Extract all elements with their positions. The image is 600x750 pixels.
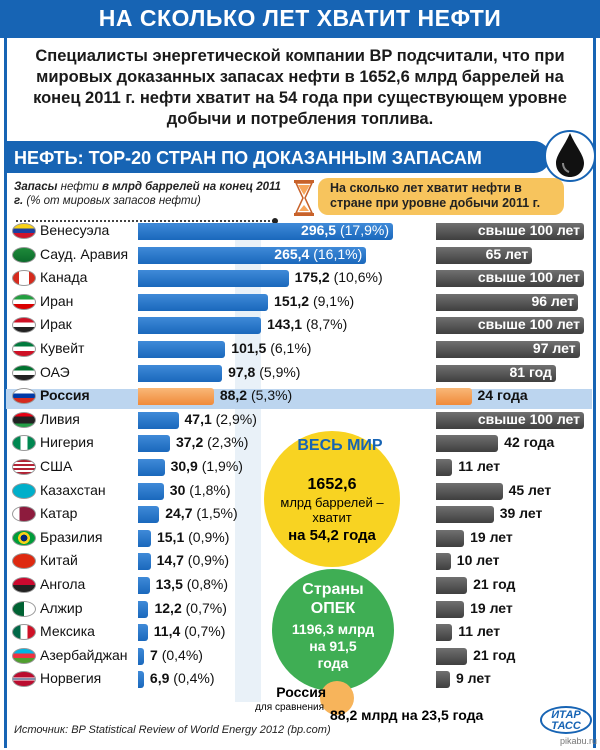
country-flag-icon: [12, 341, 36, 357]
country-name: Катар: [40, 505, 78, 522]
country-name: ОАЭ: [40, 363, 70, 380]
years-bar: [436, 530, 464, 547]
reserves-share: (1,5%): [192, 505, 238, 522]
itar-tass-logo: [540, 706, 592, 734]
years-label: свыше 100 лет: [477, 316, 580, 333]
opec-line5: года: [317, 655, 349, 671]
years-label: 65 лет: [485, 245, 529, 262]
reserves-share: (17,9%): [336, 222, 389, 238]
world-unit-line2: хватит: [312, 510, 352, 525]
reserves-value: 143,1: [267, 316, 303, 333]
reserves-value: 151,2: [274, 292, 310, 309]
years-label: 45 лет: [508, 481, 552, 498]
watermark: pikabu.ru: [560, 736, 598, 746]
years-label: 81 год: [509, 363, 552, 380]
subtitle-reserves: Запасы: [14, 181, 58, 193]
country-name: Норвегия: [40, 670, 102, 687]
intro-text: Специалисты энергетической компании BP подсчитали, что при мировых доказанных запасах нефти в 1652,6 млрд баррелей на конец 2011 г. нефти хватит на 54 года при существующем уровне добычи и потребления топлива.: [33, 47, 567, 128]
reserves-share: (10,6%): [329, 269, 383, 286]
reserves-value: 6,9: [149, 670, 170, 687]
reserves-bar: [138, 294, 268, 311]
reserves-value: 14,7: [156, 552, 184, 569]
years-label: 10 лет: [456, 552, 500, 569]
reserves-value: 30: [169, 481, 186, 498]
reserves-value-label: [170, 482, 231, 498]
reserves-value-label: [267, 316, 347, 332]
country-flag-icon: [12, 365, 36, 381]
reserves-bar: [138, 577, 150, 594]
years-bar: [436, 483, 503, 500]
reserves-share: (2,3%): [203, 434, 249, 451]
country-name: Сауд. Аравия: [40, 245, 129, 262]
reserves-value: 15,1: [156, 528, 185, 545]
russia-compare-sub: для сравнения: [255, 702, 324, 713]
source-note: Источник: BP Statistical Review of World Energy 2012 (bp.com): [14, 724, 331, 736]
reserves-share: (2,9%): [211, 410, 257, 427]
reserves-value: 24,7: [165, 505, 193, 522]
reserves-value: 30,9: [170, 458, 198, 474]
reserves-bar: [138, 483, 164, 500]
reserves-share: (9,1%): [309, 292, 355, 309]
country-flag-icon: [12, 530, 36, 546]
reserves-bar: [138, 624, 148, 641]
reserves-share: (0,9%): [184, 528, 230, 545]
reserves-share: (0,4%): [169, 670, 215, 687]
country-name: Ирак: [40, 316, 72, 333]
reserves-value-label: [220, 387, 292, 403]
country-name: Алжир: [40, 599, 83, 616]
reserves-value-label: [154, 623, 226, 639]
reserves-value-label: [171, 458, 243, 474]
years-label: свыше 100 лет: [477, 222, 580, 238]
subtitle-units: в млрд баррелей на конец 2011 г.: [14, 181, 281, 207]
country-flag-icon: [12, 483, 36, 499]
reserves-value-label: [228, 364, 300, 380]
reserves-value: 13,5: [155, 576, 183, 592]
logo-line1: ИТАР: [551, 709, 581, 721]
reserves-bar: [138, 553, 151, 570]
country-flag-icon: [12, 223, 36, 239]
russia-compare-label: Россия: [276, 684, 326, 700]
reserves-share: (0,7%): [181, 599, 227, 616]
country-name: Венесуэла: [40, 222, 110, 238]
reserves-bar: [138, 459, 165, 476]
page-title: НА СКОЛЬКО ЛЕТ ХВАТИТ НЕФТИ: [98, 5, 502, 31]
section-title: НЕФТЬ: ТОР-20 СТРАН ПО ДОКАЗАННЫМ ЗАПАСАМ: [14, 148, 482, 168]
reserves-value-label: [150, 647, 203, 663]
world-unit-line1: млрд баррелей –: [280, 495, 384, 510]
country-flag-icon: [12, 459, 36, 475]
reserves-value-label: [157, 552, 229, 568]
world-years: на 54,2 года: [288, 527, 376, 544]
reserves-bar: [138, 388, 214, 405]
years-bar: [436, 506, 494, 523]
reserves-value-label: [176, 434, 248, 450]
world-title: ВЕСЬ МИР: [297, 437, 383, 454]
header-bar: [0, 0, 600, 38]
reserves-share: (0,4%): [157, 646, 203, 663]
country-name: Мексика: [40, 623, 95, 640]
reserves-bar: [138, 648, 144, 665]
reserves-value-label: [165, 505, 237, 521]
chart-subtitle: [14, 180, 284, 208]
reserves-share: (0,7%): [180, 623, 226, 640]
reserves-value: 296,5: [301, 222, 337, 238]
reserves-value-label: [150, 670, 215, 686]
years-label: свыше 100 лет: [477, 269, 580, 286]
subtitle-share: (% от мировых запасов нефти): [23, 195, 201, 207]
country-name: Россия: [40, 387, 90, 404]
reserves-value-label: [185, 411, 257, 427]
country-name: Нигерия: [40, 434, 94, 451]
reserves-value: 11,4: [153, 623, 181, 640]
reserves-bar: [138, 530, 151, 547]
opec-line1: Страны: [302, 581, 364, 598]
opec-line4: на 91,5: [309, 638, 357, 654]
section-title-bar: [4, 141, 550, 173]
reserves-share: (5,3%): [247, 387, 293, 404]
years-bar: [436, 648, 467, 665]
reserves-bar: [138, 270, 289, 287]
reserves-bar: [138, 506, 159, 523]
reserves-value-label: [231, 340, 311, 356]
reserves-value: 175,2: [294, 269, 330, 286]
reserves-bar: [138, 341, 225, 358]
reserves-bar: [138, 365, 222, 382]
years-note-box: На сколько лет хватит нефти в стране при уровне добычи 2011 г.: [318, 178, 564, 215]
logo-line2: ТАСС: [551, 720, 581, 732]
years-label: 11 лет: [458, 458, 501, 474]
reserves-value-label: [157, 529, 229, 545]
reserves-share: (0,9%): [183, 552, 230, 569]
reserves-value: 88,2: [219, 387, 248, 404]
country-name: Ливия: [40, 410, 80, 427]
years-label: 97 лет: [532, 340, 576, 356]
russia-compare-value: 88,2 млрд на 23,5 года: [330, 707, 484, 723]
country-name: Иран: [40, 292, 74, 309]
reserves-value-label: [154, 600, 226, 616]
country-flag-icon: [12, 294, 36, 310]
years-label: 11 лет: [458, 623, 501, 640]
opec-line3: 1196,3 млрд: [291, 621, 375, 637]
country-flag-icon: [12, 412, 36, 428]
opec-title: [272, 580, 394, 618]
opec-line2: ОПЕК: [310, 600, 356, 617]
years-label: 21 год: [473, 646, 516, 663]
country-name: Бразилия: [40, 528, 103, 545]
years-label: 96 лет: [531, 292, 575, 309]
reserves-bar: [138, 601, 148, 618]
country-name: Канада: [40, 269, 88, 286]
years-label: 42 года: [504, 434, 555, 451]
years-bar: [436, 601, 464, 618]
years-bar: [436, 388, 472, 405]
country-flag-icon: [12, 577, 36, 593]
country-name: Кувейт: [40, 340, 85, 356]
reserves-value: 101,5: [231, 340, 267, 356]
world-value: 1652,6: [307, 476, 357, 493]
years-bar: [436, 577, 467, 594]
reserves-value-label: [156, 576, 228, 592]
reserves-bar: [138, 435, 170, 452]
years-label: свыше 100 лет: [477, 410, 580, 427]
reserves-share: (1,8%): [185, 481, 231, 498]
country-flag-icon: [12, 247, 36, 263]
reserves-bar: [138, 317, 261, 334]
years-bar: [436, 553, 451, 570]
years-bar: [436, 671, 450, 688]
reserves-value: 7: [150, 646, 158, 663]
hourglass-icon: [293, 180, 315, 216]
oil-drop-icon: [544, 125, 596, 183]
years-label: 39 лет: [499, 505, 543, 522]
reserves-value: 97,8: [228, 363, 256, 380]
country-name: Азербайджан: [40, 646, 128, 663]
country-flag-icon: [12, 648, 36, 664]
subtitle-oil: нефти: [57, 181, 103, 193]
reserves-value: 37,2: [175, 434, 204, 451]
country-name: Казахстан: [40, 481, 106, 498]
reserves-bar: [138, 671, 144, 688]
country-name: Ангола: [40, 576, 86, 592]
years-bar: [436, 435, 498, 452]
world-unit: [264, 495, 400, 525]
reserves-value: 265,4: [274, 245, 310, 262]
years-label: 19 лет: [470, 599, 513, 616]
country-name: Китай: [40, 552, 78, 569]
country-name: США: [40, 458, 73, 474]
country-flag-icon: [12, 601, 36, 617]
reserves-share: (6,1%): [266, 340, 312, 356]
reserves-share: (16,1%): [309, 245, 363, 262]
years-label: 21 год: [473, 576, 516, 592]
reserves-value: 12,2: [154, 599, 182, 616]
years-bar: [436, 459, 452, 476]
reserves-share: (0,8%): [182, 576, 228, 592]
opec-values: [272, 621, 394, 672]
years-label: 9 лет: [456, 670, 491, 687]
years-bar: [436, 624, 452, 641]
reserves-share: (1,9%): [197, 458, 243, 474]
years-label: 24 года: [477, 387, 528, 404]
reserves-bar: [138, 412, 179, 429]
reserves-value-label: [295, 269, 383, 285]
reserves-value: 47,1: [184, 410, 212, 427]
reserves-value-label: [274, 293, 354, 309]
reserves-share: (8,7%): [302, 316, 348, 333]
reserves-share: (5,9%): [255, 363, 301, 380]
reserves-value-label: [301, 222, 389, 238]
reserves-value-label: [274, 246, 362, 262]
years-label: 19 лет: [470, 528, 513, 545]
